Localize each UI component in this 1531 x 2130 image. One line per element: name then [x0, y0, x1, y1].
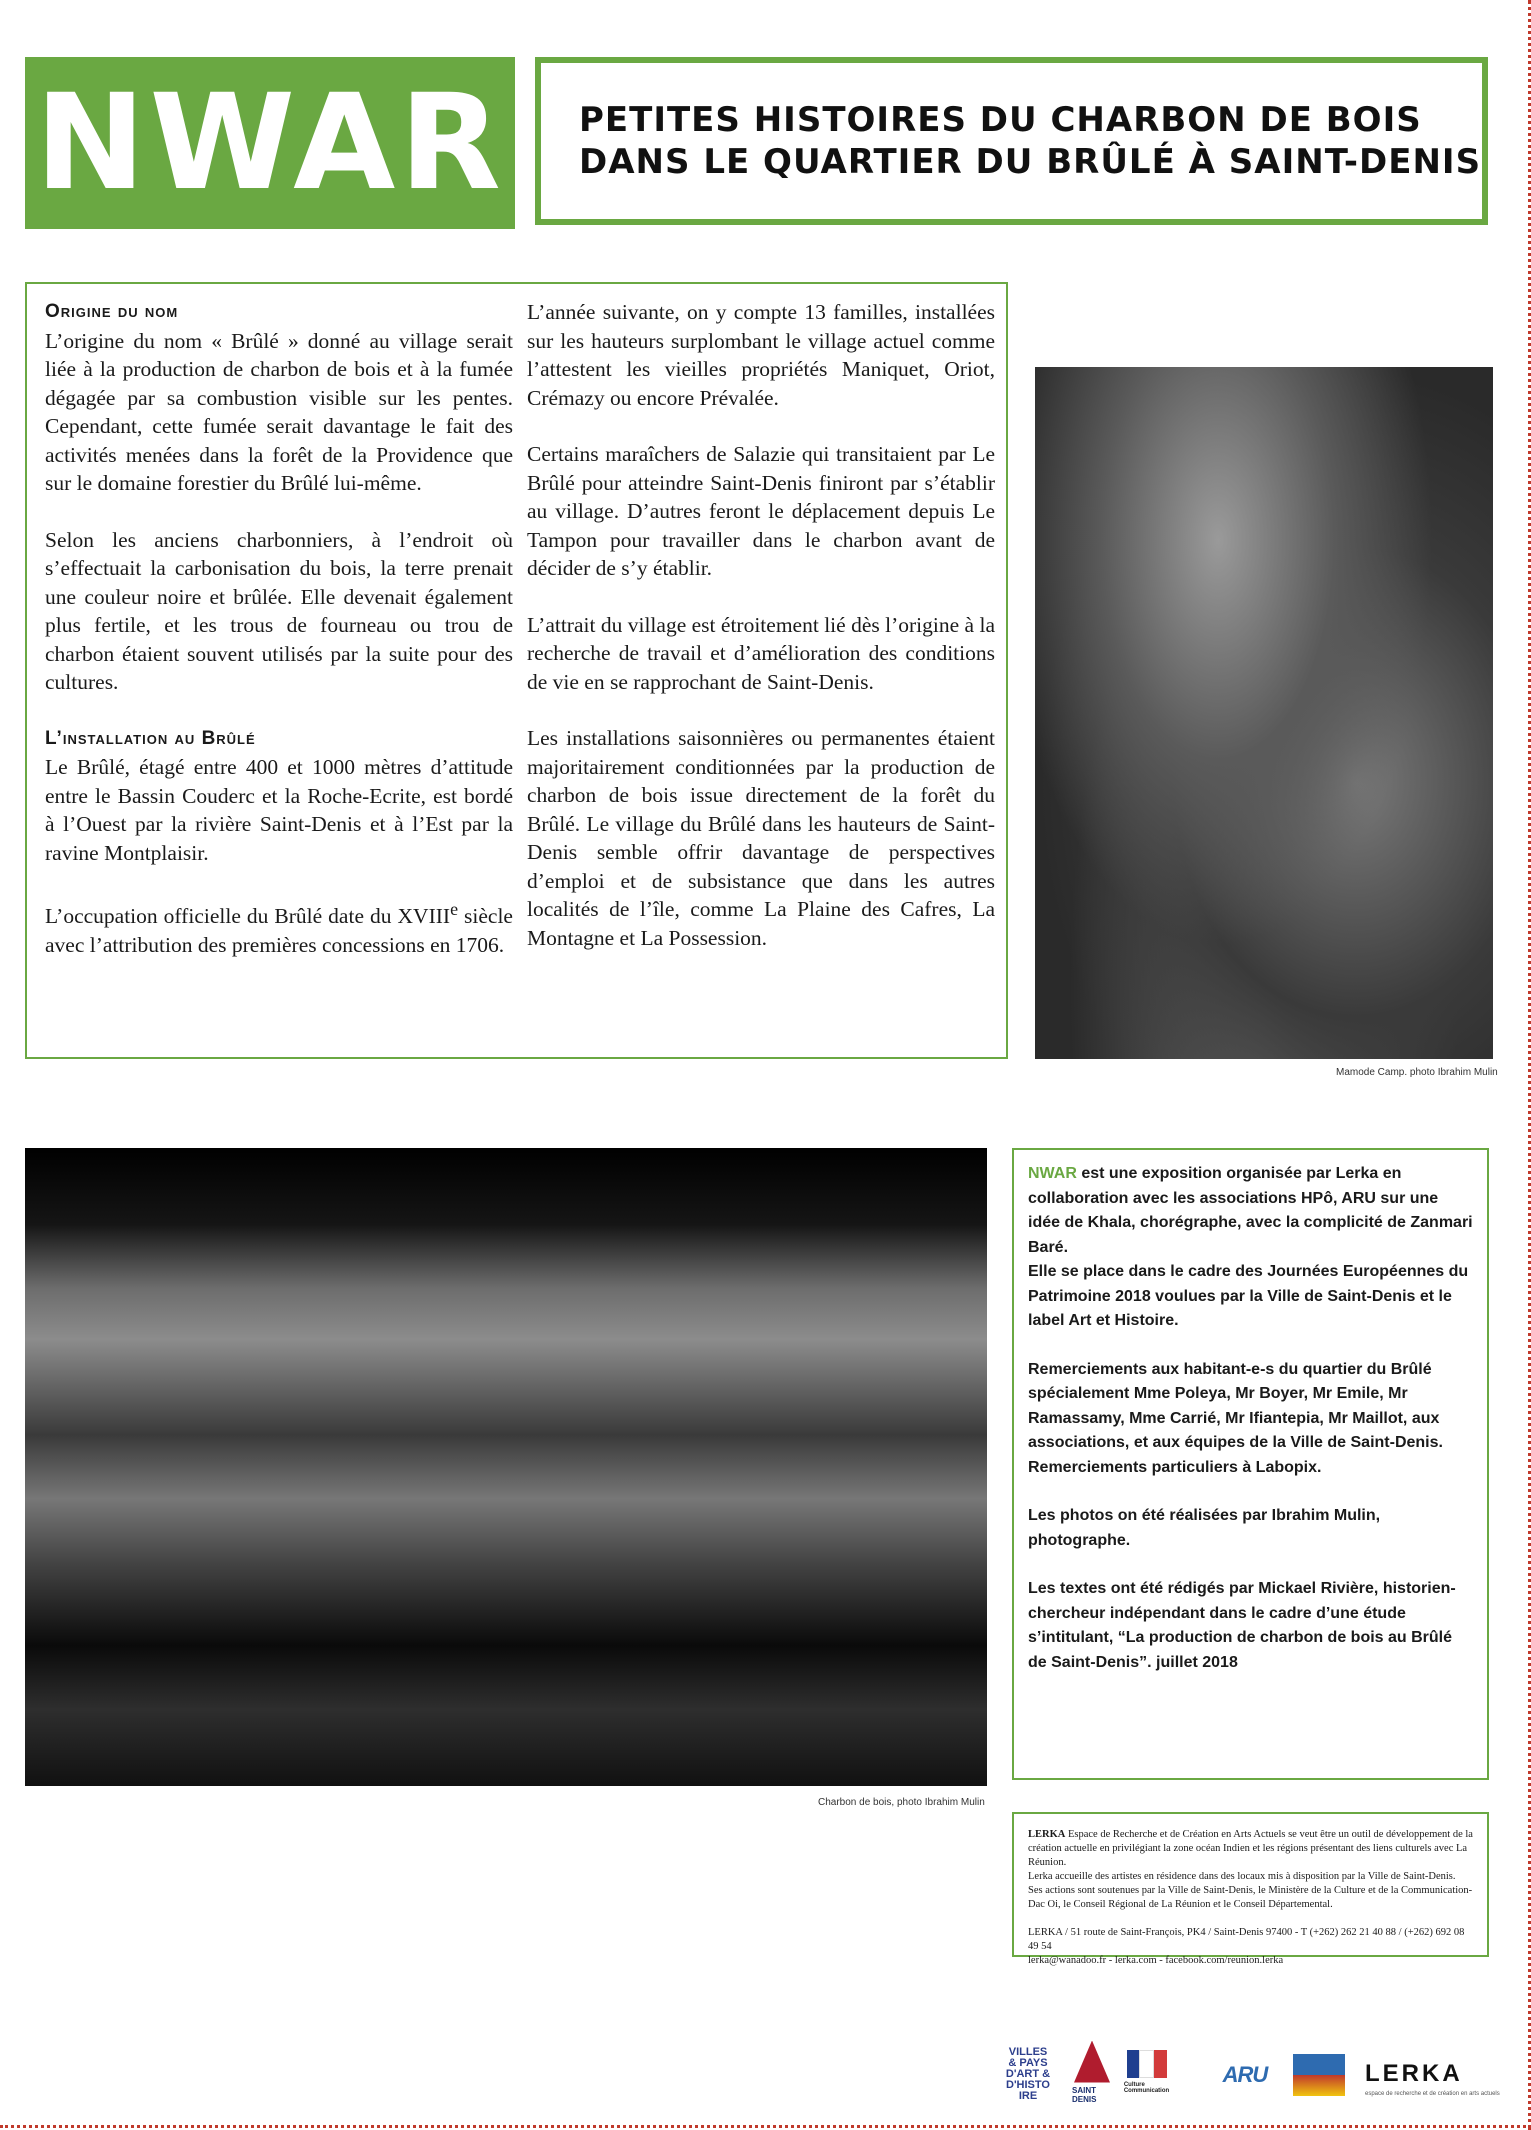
saint-denis-mark-icon — [1074, 2041, 1110, 2083]
section-heading-origine: Origine du nom — [45, 301, 179, 322]
article-paragraph: Le Brûlé, étagé entre 400 et 1000 mètres d’attitude entre le Bassin Couderc et la Roche-Ecrite, est bordé à l’Ouest par la rivière Saint-Denis et à l’Est par la ravine Montplaisir. — [45, 755, 513, 865]
article-paragraph — [45, 895, 513, 959]
superscript: e — [450, 899, 459, 919]
logo-text: Culture Communication — [1123, 2082, 1170, 2094]
text-fragment: Remerciements particuliers à Labopix. — [1028, 1458, 1322, 1476]
brand-title: NWAR — [35, 66, 505, 220]
logo-text: VILLES — [1008, 2045, 1048, 2058]
dotted-border-bottom — [0, 2125, 1531, 2128]
text-fragment: Elle se place dans le cadre des Journées Européennes du Patrimoine 2018 voulues par la Ville de Saint-Denis et le label Art et Histoire. — [1028, 1263, 1469, 1329]
article-column-2 — [527, 298, 995, 980]
credits-box — [1012, 1148, 1489, 1780]
logo-text: IRE — [1018, 2089, 1038, 2102]
brand-block — [25, 57, 515, 229]
article-paragraph: L’attrait du village est étroitement lié dès l’origine à la recherche de travail et d’amélioration des conditions de vie en se rapprochant de Saint-Denis. — [527, 612, 995, 694]
ministere-culture-logo — [1124, 2036, 1169, 2108]
title-box — [535, 57, 1488, 225]
article-column-1 — [45, 298, 513, 987]
article-paragraph: Les installations saisonnières ou permanentes étaient majoritairement conditionnées par la production de charbon de bois issue directement de la forêt du Brûlé. Le village du Brûlé dans les hauteurs de Saint-Denis semble offrir davantage de perspectives d’emploi et de subsistance que dans les autres localités de l’île, comme La Plaine des Cafres, La Montagne et La Possession. — [527, 726, 995, 950]
saint-denis-logo — [1072, 2036, 1112, 2108]
credits-paragraph — [1028, 1358, 1473, 1481]
charcoal-photo-caption: Charbon de bois, photo Ibrahim Mulin — [818, 1797, 985, 1808]
article-paragraph: L’origine du nom « Brûlé » donné au village serait liée à la production de charbon de bois et à la fumée dégagée par sa combustion visible sur les pentes. Cependant, cette fumée serait davantage le fait des activités menées dans la forêt de la Providence que sur le domaine forestier du Brûlé lui-même. — [45, 328, 513, 495]
villes-pays-art-histoire-logo — [1003, 2040, 1053, 2108]
logo-text: SAINT DENIS — [1072, 2085, 1097, 2104]
text-fragment: Remerciements aux habitant-e-s du quartier du Brûlé spécialement Mme Poleya, Mr Boyer, Mr Emile, Mr Ramassamy, Mme Carrié, Mr Ifiantepia, Mr Maillot, aux associations, et aux équipes de la Ville de Saint-Denis. — [1028, 1360, 1443, 1451]
text-fragment: L’occupation officielle du Brûlé date du XVIII — [45, 904, 451, 929]
lerka-contact-web: lerka@wanadoo.fr - lerka.com - facebook.com/reunion.lerka — [1028, 1955, 1284, 1966]
logo-text: & PAYS — [1008, 2056, 1048, 2069]
aru-logo: ARU — [1222, 2062, 1268, 2087]
article-paragraph: Certains maraîchers de Salazie qui transitaient par Le Brûlé pour atteindre Saint-Denis finiront par s’établir au village. D’autres feront le déplacement depuis Le Tampon pour travailler dans le charbon avant de décider de s’y établir. — [527, 442, 995, 580]
text-fragment: est une exposition organisée par Lerka en collaboration avec les associations HPô, ARU sur une idée de Khala, chorégraphe, avec la complicité de Zanmari Baré. — [1028, 1165, 1473, 1256]
lerka-logo-tagline: espace de recherche et de création en arts actuels — [1365, 2090, 1500, 2097]
lerka-box — [1012, 1812, 1489, 1966]
title-line-1: PETITES HISTOIRES DU CHARBON DE BOIS — [579, 100, 1422, 140]
credits-highlight: NWAR — [1028, 1165, 1077, 1182]
text-fragment: siècle avec l’attribution des premières concessions en 1706. — [45, 904, 513, 957]
logo-text: D'HISTO — [1006, 2078, 1050, 2091]
lerka-paragraph: Ses actions sont soutenues par la Ville de Saint-Denis, le Ministère de la Culture et de la Communication-Dac Oi, le Conseil Régional de La Réunion et le Conseil Départemental. — [1028, 1885, 1473, 1910]
lerka-paragraph — [1028, 1828, 1473, 1870]
charcoal-photo — [25, 1148, 987, 1786]
lerka-name: LERKA — [1028, 1829, 1066, 1840]
article-paragraph: Selon les anciens charbonniers, à l’endroit où s’effectuait la carbonisation du bois, la terre prenait une couleur noire et brûlée. Elle devenait également plus fertile, et les trous de fourneau ou trou de charbon étaient souvent utilisés par la suite pour des cultures. — [45, 527, 513, 694]
region-reunion-logo — [1293, 2054, 1345, 2096]
title-line-2: DANS LE QUARTIER DU BRÛLÉ À SAINT-DENIS — [579, 142, 1482, 182]
credits-paragraph — [1028, 1162, 1473, 1334]
lerka-contact: LERKA / 51 route de Saint-François, PK4 / Saint-Denis 97400 - T (+262) 262 21 40 88 / (+262) 692 08 49 54 — [1028, 1927, 1465, 1952]
logo-text: D'ART & — [1005, 2067, 1051, 2080]
lerka-paragraph: Lerka accueille des artistes en résidence dans des locaux mis à disposition par la Ville de Saint-Denis. — [1028, 1871, 1456, 1882]
lerka-logo — [1365, 2048, 1500, 2108]
credits-paragraph: Les textes ont été rédigés par Mickael Rivière, historien-chercheur indépendant dans le cadre d’une étude s’intitulant, “La production de charbon de bois au Brûlé de Saint-Denis”. juillet 2018 — [1028, 1580, 1456, 1671]
article-box — [25, 282, 1008, 1059]
text-fragment: Espace de Recherche et de Création en Arts Actuels se veut être un outil de développement de la création actuelle en privilégiant la zone océan Indien et les régions présentant des liens culturels avec La Réunion. — [1028, 1829, 1473, 1868]
tree-photo-caption: Mamode Camp. photo Ibrahim Mulin — [1336, 1067, 1498, 1078]
french-flag-icon — [1127, 2050, 1167, 2078]
section-heading-installation: L’installation au Brûlé — [45, 727, 256, 749]
tree-photo — [1035, 367, 1493, 1059]
article-paragraph: L’année suivante, on y compte 13 familles, installées sur les hauteurs surplombant le village actuel comme l’attestent les vieilles propriétés Maniquet, Oriot, Crémazy ou encore Prévalée. — [527, 300, 995, 410]
credits-paragraph: Les photos on été réalisées par Ibrahim Mulin, photographe. — [1028, 1507, 1381, 1549]
lerka-logo-word: LERKA — [1365, 2059, 1463, 2087]
